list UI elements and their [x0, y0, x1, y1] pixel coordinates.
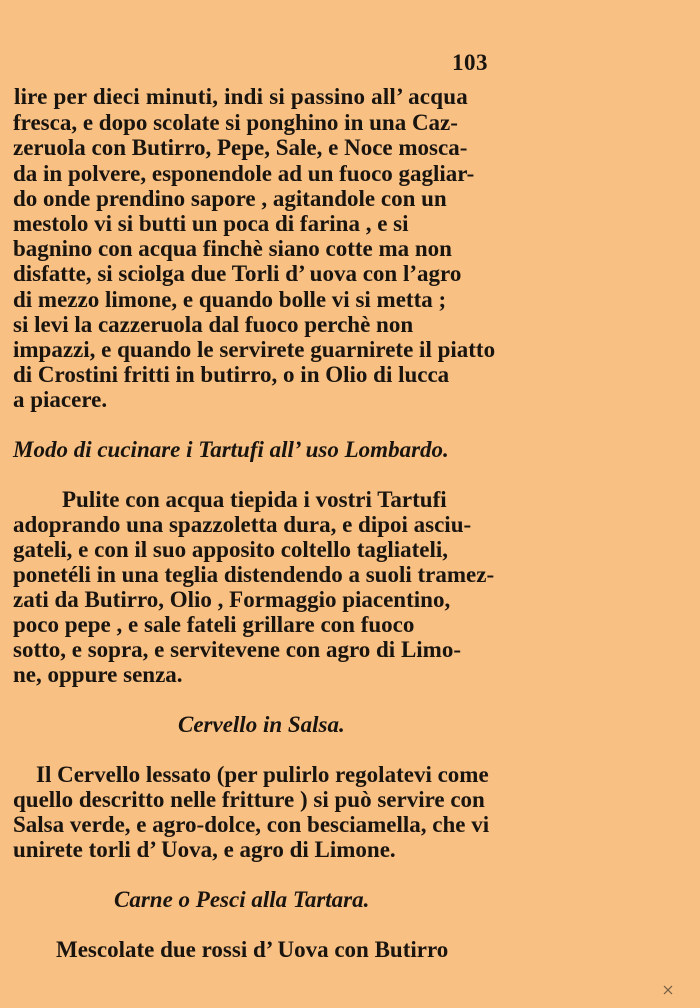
text-line: impazzi, e quando le servirete guarnirete il piatto — [13, 337, 496, 362]
section-heading-tartara: Carne o Pesci alla Tartara. — [114, 887, 370, 912]
text-line: mestolo vi si butti un poca di farina , e si — [13, 211, 409, 236]
text-line: sotto, e sopra, e servitevene con agro di Limo- — [13, 637, 461, 662]
text-line: Mescolate due rossi d’ Uova con Butirro — [56, 937, 449, 962]
section-heading-cervello: Cervello in Salsa. — [178, 712, 345, 737]
text-line: zati da Butirro, Olio , Formaggio piacentino, — [13, 587, 451, 612]
text-line: bagnino con acqua finchè siano cotte ma non — [13, 236, 452, 261]
page-number: 103 — [452, 50, 488, 75]
text-line: Pulite con acqua tiepida i vostri Tartufi — [62, 487, 447, 512]
text-line: fresca, e dopo scolate si ponghino in una Caz- — [13, 110, 458, 135]
text-line: di mezzo limone, e quando bolle vi si metta ; — [13, 287, 447, 312]
text-line: Il Cervello lessato (per pulirlo regolatevi come — [36, 762, 489, 787]
text-line: ne, oppure senza. — [13, 662, 183, 687]
text-line: da in polvere, esponendole ad un fuoco gagliar- — [13, 161, 475, 186]
text-line: ponetéli in una teglia distendendo a suoli tramez- — [13, 562, 495, 587]
bottom-corner-mark — [663, 985, 673, 995]
text-line: do onde prendino sapore , agitandole con un — [13, 186, 447, 211]
text-line: Salsa verde, e agro-dolce, con besciamella, che vi — [13, 812, 490, 837]
text-line: unirete torli d’ Uova, e agro di Limone. — [13, 837, 396, 862]
text-line: di Crostini fritti in butirro, o in Olio di lucca — [13, 362, 450, 387]
text-line: si levi la cazzeruola dal fuoco perchè non — [13, 312, 414, 337]
text-line: a piacere. — [13, 387, 108, 412]
text-line: gateli, e con il suo apposito coltello tagliateli, — [13, 537, 449, 562]
text-line: disfatte, si sciolga due Torli d’ uova con l’agro — [13, 261, 462, 286]
text-line: lire per dieci minuti, indi si passino all’ acqua — [14, 84, 468, 109]
text-line: adoprando una spazzoletta dura, e dipoi asciu- — [13, 512, 472, 537]
text-line: poco pepe , e sale fateli grillare con fuoco — [13, 612, 415, 637]
text-line: zeruola con Butirro, Pepe, Sale, e Noce mosca- — [13, 135, 468, 160]
section-heading-tartufi: Modo di cucinare i Tartufi all’ uso Lombardo. — [13, 437, 449, 462]
text-line: quello descritto nelle fritture ) si può servire con — [13, 787, 485, 812]
